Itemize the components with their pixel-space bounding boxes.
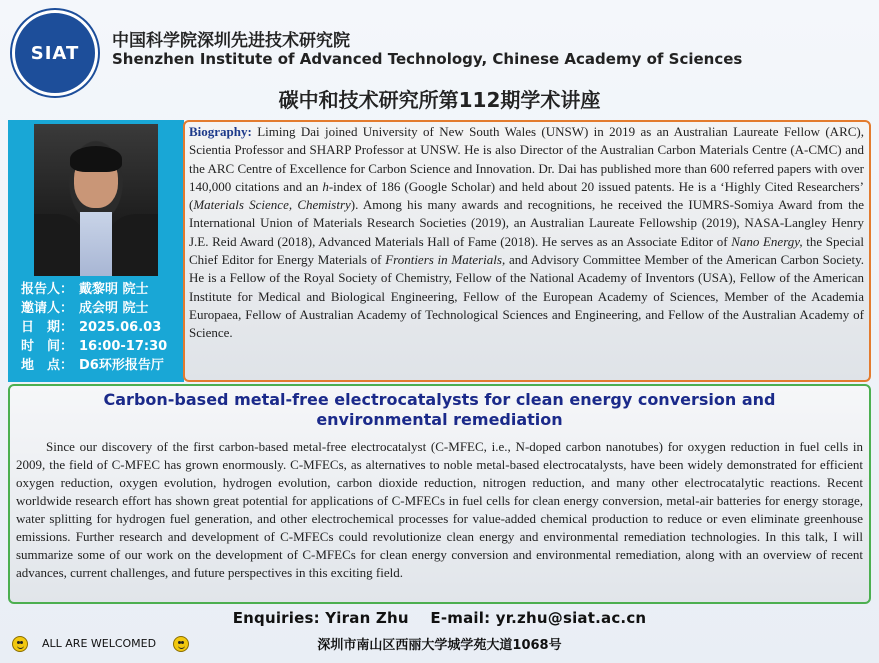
bio-italic: h — [322, 178, 329, 194]
info-value: 成会明 院士 — [79, 301, 149, 316]
info-row-date — [21, 318, 191, 337]
photo-hair — [70, 146, 122, 172]
lecture-title: 碳中和技术研究所第112期学术讲座 — [278, 88, 601, 112]
abstract-title: Carbon-based metal-free electrocatalysts for clean energy conversion and environmental remediation — [103, 390, 776, 429]
biography-text — [189, 123, 864, 343]
info-row-inviter — [21, 299, 191, 318]
info-key: 日 期： — [21, 320, 74, 335]
bio-part: the Special Chief Editor for Energy Materials of — [189, 233, 865, 268]
biography-box — [183, 120, 871, 382]
speaker-photo — [34, 124, 158, 276]
info-value: 16:00-17:30 — [79, 339, 168, 354]
bio-italic: Frontiers in Materials, — [385, 252, 506, 268]
institute-name-en: Shenzhen Institute of Advanced Technology, Chinese Academy of Sciences — [112, 50, 743, 68]
photo-shirt — [80, 212, 112, 276]
header — [0, 0, 879, 118]
address: 深圳市南山区西丽大学城学苑大道1068号 — [317, 638, 562, 653]
info-row-location — [21, 356, 191, 375]
institute-name-cn: 中国科学院深圳先进技术研究院 — [112, 31, 350, 51]
info-value: 戴黎明 院士 — [79, 282, 149, 297]
info-row-speaker — [21, 280, 191, 299]
bio-part: -index of 186 (Google Scholar) and held about 20 issued patents. He is a ‘Highly Cited Researchers’ ( — [189, 178, 864, 213]
bio-part: ). Among his many awards and recognitions, he received the IUMRS-Somiya Award from the International Union of Materials Research Societies (2019), an Australian Laureate Fellowship (2019), NASA-Langley Henry J.E. Reid Award (2018), Advanced Materials Hall of Fame (2018). He serves as an Associate Editor of — [189, 197, 864, 249]
info-key: 地 点： — [21, 358, 74, 373]
bio-italic: Materials Science, Chemistry — [193, 197, 351, 213]
abstract-box — [8, 384, 871, 604]
bio-part: and Advisory Committee Member of the American Carbon Society. He is a Fellow of the Royal Society of Chemistry, Fellow of the National Academy of Inventors (USA), Fellow of the American Institute for Medical and Biological Engineering, Fellow of the European Academy of Sciences, Member of the Academia Europaea, Fellow of Australian Academy of Technological Sciences and Engineering, and Fellow of the Australian Academy of Science. — [189, 252, 865, 341]
info-key: 报告人： — [21, 282, 74, 297]
logo-text: SIAT — [30, 42, 80, 64]
photo-jacket-right — [106, 214, 158, 276]
info-value: D6环形报告厅 — [79, 358, 164, 373]
info-row-time — [21, 337, 191, 356]
abstract-text: Since our discovery of the first carbon-based metal-free electrocatalyst (C-MFEC, i.e., N-doped carbon nanotubes) for oxygen reduction in fuel cells in 2009, the field of C-MFEC has grown enormously. C-MFECs, as alternatives to noble metal-based electrocatalysts, have been widely demonstrated for efficient oxygen reduction, oxygen evolution, hydrogen evolution, carbon dioxide reduction, nitrogen reduction, and many other electrocatalytic reactions. Recent worldwide research effort has shown great potential for applications of C-MFECs in fuel cells for clean energy conversion, metal-air batteries for energy storage, water splitting for hydrogen fuel generation, and other electrochemical processes for value-added chemical production to reduce or even eliminate greenhouse emissions. Further research and development of C-MFECs could revolutionize clean energy and environmental remediation technologies. In this talk, I will summarize some of our work on the development of C-MFECs for clean energy conversion and environmental remediation, along with an overview of recent advances, current challenges, and future perspectives in this exciting field. — [16, 439, 863, 580]
info-value: 2025.06.03 — [79, 320, 162, 335]
bio-italic: Nano Energy, — [731, 233, 803, 249]
speaker-info — [21, 280, 191, 375]
speaker-panel — [8, 120, 184, 382]
bio-part: Liming Dai joined University of New South Wales (UNSW) in 2019 as an Australian Laureate Fellow (ARC), Scientia Professor and SHARP Professor at UNSW. He is also Director of the Australian Carbon Materials Centre (A-CMC) and the ARC Centre of Excellence for Carbon Science and Innovation. Dr. Dai has published more than 600 referred papers with over 140,000 citations and an — [189, 124, 864, 194]
enquiries: Enquiries: Yiran Zhu E-mail: yr.zhu@siat.ac.cn — [232, 609, 647, 627]
welcome-text: ALL ARE WELCOMED — [42, 637, 157, 650]
footer — [0, 604, 879, 663]
photo-jacket-left — [34, 214, 86, 276]
info-key: 邀请人： — [21, 301, 74, 316]
info-key: 时 间： — [21, 339, 74, 354]
biography-label: Biography: — [189, 124, 252, 139]
